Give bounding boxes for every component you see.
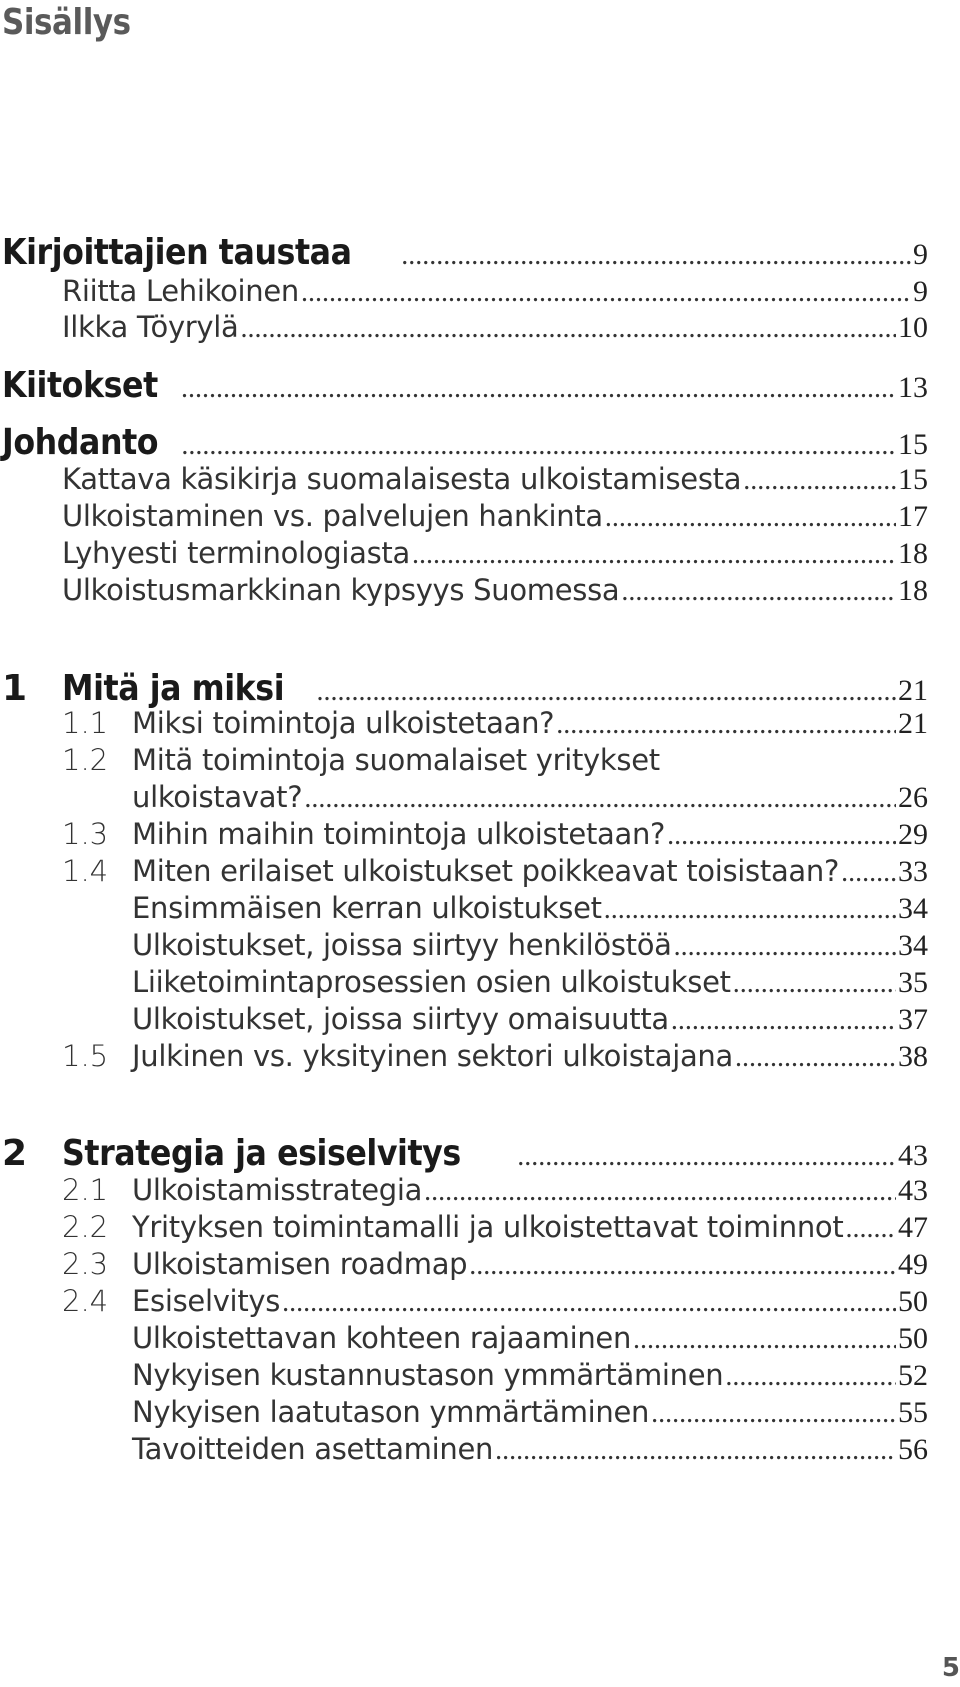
toc-entry-page: 18 [898, 574, 928, 607]
toc-entry [0, 928, 928, 968]
toc-entry-title: Kattava käsikirja suomalaisesta ulkoistamisesta [62, 462, 742, 496]
toc-entry-title: Mitä ja miksi [62, 668, 285, 709]
toc-entry-number: 1.1 [62, 706, 109, 740]
toc-entry [0, 1321, 928, 1361]
toc-dot-leader [671, 1005, 896, 1037]
toc-entry-number: 2.2 [62, 1210, 109, 1244]
toc-entry-page: 21 [898, 707, 928, 740]
toc-dot-leader [424, 1176, 896, 1208]
toc-dot-leader [181, 373, 896, 405]
toc-entry-page: 43 [898, 1174, 928, 1207]
toc-entry-number: 1.3 [62, 817, 109, 851]
toc-dot-leader [282, 1287, 896, 1319]
toc-entry-title: Yrityksen toimintamalli ja ulkoistettavat toiminnot [132, 1210, 844, 1244]
toc-entry-page: 9 [913, 238, 928, 271]
toc-entry-title: Ulkoistukset, joissa siirtyy omaisuutta [132, 1002, 669, 1036]
toc-entry [0, 1395, 928, 1435]
toc-entry-page: 33 [898, 855, 928, 888]
toc-dot-leader [412, 539, 896, 571]
toc-entry-page: 15 [898, 428, 928, 461]
toc-entry-page: 49 [898, 1248, 928, 1281]
toc-entry-page: 21 [898, 674, 928, 707]
toc-entry-title: Ulkoistaminen vs. palvelujen hankinta [62, 499, 603, 533]
toc-entry [0, 1133, 928, 1173]
toc-entry-page: 34 [898, 929, 928, 962]
toc-entry-page: 9 [913, 275, 928, 308]
toc-dot-leader [495, 1435, 896, 1467]
toc-entry-page: 55 [898, 1396, 928, 1429]
toc-entry [0, 422, 928, 462]
toc-dot-leader [469, 1250, 896, 1282]
toc-entry-title: Ulkoistamisen roadmap [132, 1247, 468, 1281]
toc-dot-leader [733, 968, 896, 1000]
toc-entry-page: 43 [898, 1139, 928, 1172]
toc-dot-leader [845, 1213, 896, 1245]
toc-entry-page: 15 [898, 463, 928, 496]
toc-entry-title: ulkoistavat? [132, 780, 303, 814]
toc-dot-leader [735, 1042, 896, 1074]
toc-dot-leader [241, 313, 896, 345]
toc-entry-number: 1.2 [62, 743, 109, 777]
toc-entry-title: Miksi toimintoja ulkoistetaan? [132, 706, 555, 740]
toc-entry [0, 499, 928, 539]
toc-entry-title: Mitä toimintoja suomalaiset yritykset [132, 743, 660, 777]
toc-entry [0, 1358, 928, 1398]
toc-entry [0, 1432, 928, 1472]
toc-entry [0, 462, 928, 502]
toc-entry-page: 13 [898, 371, 928, 404]
toc-entry-page: 18 [898, 537, 928, 570]
toc-entry-number: 1 [2, 668, 27, 709]
toc-entry-title: Esiselvitys [132, 1284, 281, 1318]
toc-entry-title: Tavoitteiden asettaminen [132, 1432, 494, 1466]
toc-dot-leader [605, 502, 896, 534]
toc-dot-leader [674, 931, 896, 963]
toc-dot-leader [316, 676, 896, 708]
toc-dot-leader [633, 1324, 896, 1356]
toc-entry-title: Julkinen vs. yksityinen sektori ulkoistajana [132, 1039, 733, 1073]
toc-entry [0, 854, 928, 894]
toc-entry-title: Liiketoimintaprosessien osien ulkoistukset [132, 965, 731, 999]
toc-entry-page: 37 [898, 1003, 928, 1036]
page-number: 5 [941, 1653, 960, 1683]
toc-dot-leader [651, 1398, 896, 1430]
toc-dot-leader [304, 783, 896, 815]
toc-entry-page: 34 [898, 892, 928, 925]
toc-entry-page: 50 [898, 1285, 928, 1318]
toc-entry-page: 52 [898, 1359, 928, 1392]
toc-entry [0, 965, 928, 1005]
toc-entry-number: 2.1 [62, 1173, 109, 1207]
toc-entry [0, 780, 928, 820]
toc-entry-title: Ulkoistamisstrategia [132, 1173, 423, 1207]
toc-entry-title: Ensimmäisen kerran ulkoistukset [132, 891, 602, 925]
toc-entry-page: 38 [898, 1040, 928, 1073]
toc-dot-leader [667, 820, 896, 852]
toc-entry-title: Miten erilaiset ulkoistukset poikkeavat toisistaan? [132, 854, 840, 888]
page-heading: Sisällys [2, 2, 131, 43]
toc-entry [0, 1284, 928, 1324]
toc-entry-page: 50 [898, 1322, 928, 1355]
toc-entry [0, 1247, 928, 1287]
toc-entry-title: Ulkoistukset, joissa siirtyy henkilöstöä [132, 928, 672, 962]
toc-entry-number: 2.3 [62, 1247, 109, 1281]
toc-entry-title: Kirjoittajien taustaa [2, 232, 352, 273]
toc-entry-number: 2 [2, 1133, 27, 1174]
toc-entry-title: Ulkoistettavan kohteen rajaaminen [132, 1321, 632, 1355]
toc-entry-page: 56 [898, 1433, 928, 1466]
toc-entry [0, 232, 928, 272]
toc-entry [0, 573, 928, 613]
toc-entry [0, 1173, 928, 1213]
toc-dot-leader [841, 857, 896, 889]
toc-entry [0, 310, 928, 350]
toc-entry-title: Riitta Lehikoinen [62, 274, 299, 308]
toc-entry [0, 817, 928, 857]
toc-entry-title: Ulkoistusmarkkinan kypsyys Suomessa [62, 573, 620, 607]
toc-entry-page: 29 [898, 818, 928, 851]
toc-entry-title: Nykyisen laatutason ymmärtäminen [132, 1395, 650, 1429]
toc-entry [0, 274, 928, 314]
toc-entry-page: 17 [898, 500, 928, 533]
toc-entry-title: Strategia ja esiselvitys [62, 1133, 461, 1174]
toc-dot-leader [401, 240, 911, 272]
toc-entry [0, 1210, 928, 1250]
toc-entry [0, 706, 928, 746]
toc-entry [0, 668, 928, 708]
toc-entry-number: 1.5 [62, 1039, 109, 1073]
toc-entry [0, 1002, 928, 1042]
toc-entry [0, 743, 928, 783]
toc-entry [0, 365, 928, 405]
toc-entry-title: Lyhyesti terminologiasta [62, 536, 410, 570]
toc-entry-page: 47 [898, 1211, 928, 1244]
toc-entry [0, 1039, 928, 1079]
toc-dot-leader [725, 1361, 896, 1393]
toc-entry [0, 536, 928, 576]
toc-entry [0, 891, 928, 931]
toc-entry-title: Kiitokset [2, 365, 158, 406]
toc-entry-number: 2.4 [62, 1284, 109, 1318]
toc-entry-page: 35 [898, 966, 928, 999]
toc-dot-leader [301, 277, 911, 309]
toc-dot-leader [517, 1141, 896, 1173]
toc-entry-page: 10 [898, 311, 928, 344]
toc-dot-leader [621, 576, 896, 608]
toc-entry-title: Johdanto [2, 422, 159, 463]
toc-entry-number: 1.4 [62, 854, 109, 888]
toc-entry-page: 26 [898, 781, 928, 814]
toc-dot-leader [181, 430, 896, 462]
toc-dot-leader [604, 894, 896, 926]
toc-entry-title: Ilkka Töyrylä [62, 310, 239, 344]
toc-dot-leader [743, 465, 896, 497]
toc-entry-title: Mihin maihin toimintoja ulkoistetaan? [132, 817, 666, 851]
toc-dot-leader [556, 709, 896, 741]
toc-entry-title: Nykyisen kustannustason ymmärtäminen [132, 1358, 724, 1392]
